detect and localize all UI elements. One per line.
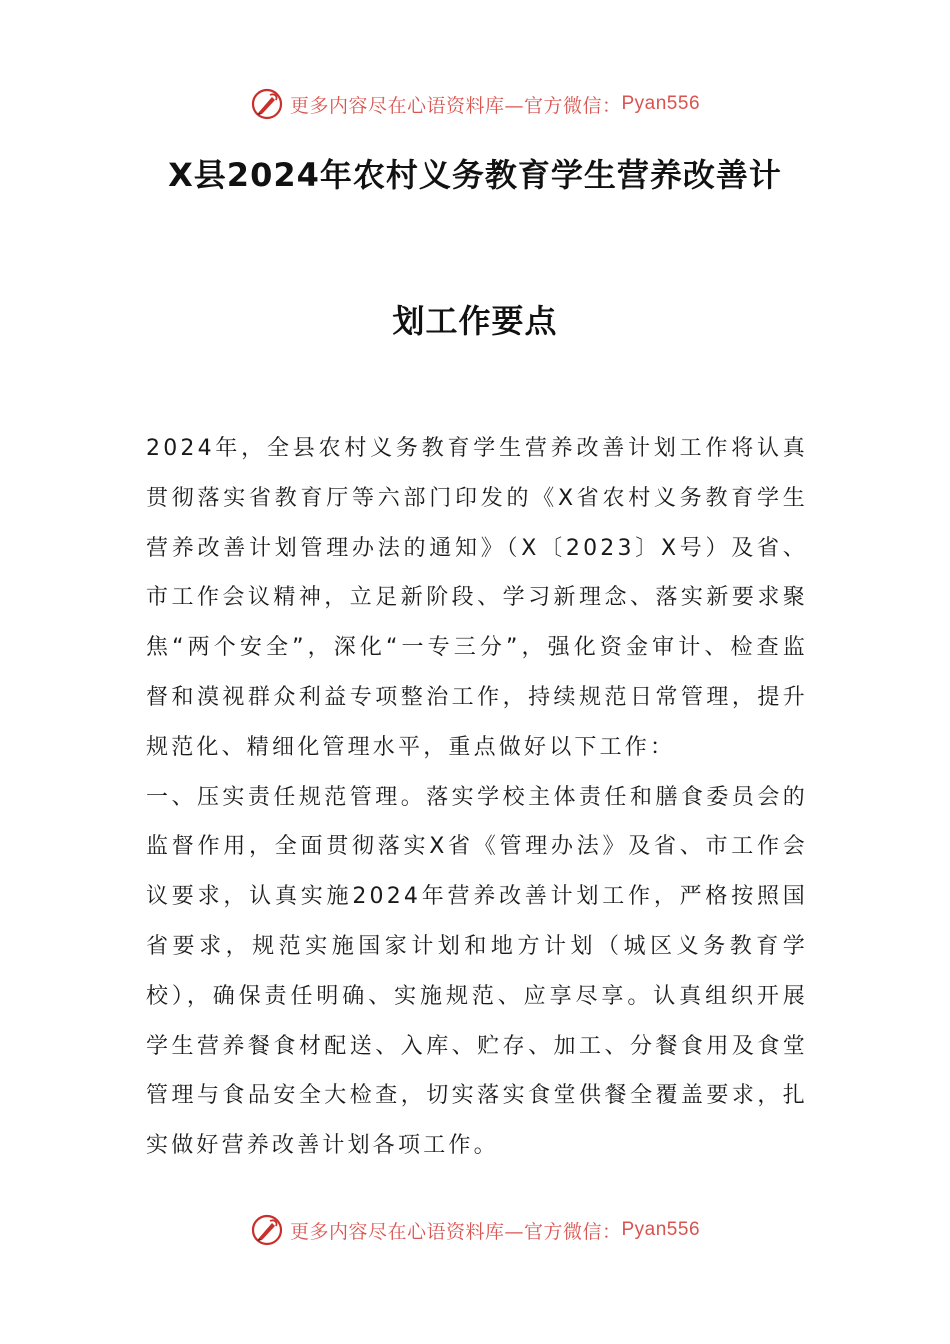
watermark-text: 更多内容尽在心语资料库—官方微信： — [289, 94, 622, 117]
document-body — [146, 424, 808, 1171]
watermark-header — [0, 84, 950, 124]
document-title-line-1: X县2024年农村义务教育学生营养改善计 — [168, 156, 782, 194]
pen-logo-icon — [250, 1213, 284, 1247]
paragraph-section-1: 一、压实责任规范管理。落实学校主体责任和膳食委员会的监督作用，全面贯彻落实X省《管理办法》及省、市工作会议要求，认真实施2024年营养改善计划工作，严格按照国省要求，规范实施国家计划和地方计划（城区义务教育学校），确保责任明确、实施规范、应享尽享。认真组织开展学生营养餐食材配送、入库、贮存、加工、分餐食用及食堂管理与食品安全大检查，切实落实食堂供餐全覆盖要求，扎实做好营养改善计划各项工作。 — [146, 784, 808, 1159]
watermark-wechat-id: Pyan556 — [621, 93, 701, 114]
watermark-wechat-id: Pyan556 — [621, 1219, 701, 1240]
pen-logo-icon — [250, 87, 284, 121]
document-title-line-2: 划工作要点 — [392, 302, 558, 340]
watermark-text: 更多内容尽在心语资料库—官方微信： — [289, 1220, 622, 1243]
paragraph-intro: 2024年，全县农村义务教育学生营养改善计划工作将认真贯彻落实省教育厅等六部门印发的《X省农村义务教育学生营养改善计划管理办法的通知》（X〔2023〕X号）及省、市工作会议精神，立足新阶段、学习新理念、落实新要求聚焦“两个安全”，深化“一专三分”，强化资金审计、检查监督和漠视群众利益专项整治工作，持续规范日常管理，提升规范化、精细化管理水平，重点做好以下工作： — [146, 436, 808, 760]
watermark-footer — [0, 1210, 950, 1250]
